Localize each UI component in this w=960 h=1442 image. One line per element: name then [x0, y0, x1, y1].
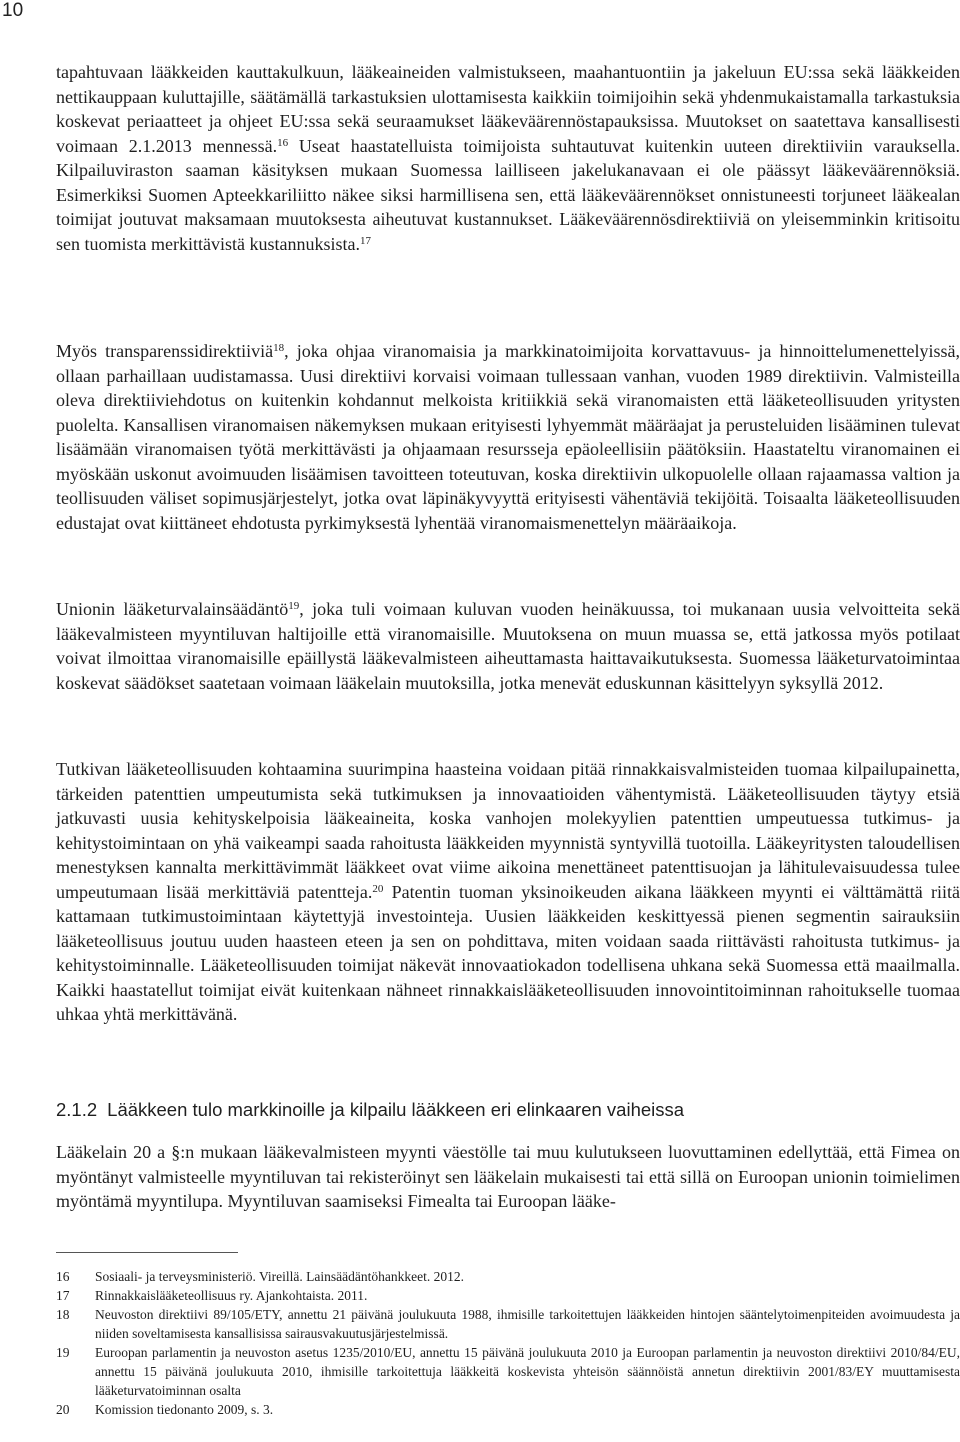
- footnote-ref: 16: [277, 136, 289, 149]
- footnote-text: Rinnakkaislääketeollisuus ry. Ajankohtaista. 2011.: [95, 1288, 368, 1303]
- footnote-ref: 20: [372, 882, 384, 895]
- section-title: Lääkkeen tulo markkinoille ja kilpailu lääkkeen eri elinkaaren vaiheissa: [107, 1099, 685, 1120]
- footnote: [56, 1286, 960, 1305]
- footnote-text: Neuvoston direktiivi 89/105/ETY, annettu 21 päivänä joulukuuta 1988, ihmisille tarkoitettujen lääkkeiden hintojen sääntelytoimenpiteiden avoimuudesta ja niiden soveltamisesta kansallisissa sairausvakuutusjärjestelmissä.: [95, 1307, 960, 1341]
- paragraph-text: Useat haastatelluista toimijoista suhtautuvat kuitenkin uuteen direktiiviin varauksella. Kilpailuviraston saaman käsityksen mukaan Suomessa lailliseen jakelukanavaan ei ole päässyt lääkeväärennöksiä. Esimerkiksi Suomen Apteekkariliitto näkee siksi harmillisena sen, että lääkeväärennökset onnistuneesti torjuneet lääkealan toimijat joutuvat maksamaan muutoksesta aiheutuvat kustannukset. Lääkeväärennösdirektiiviä on yleisemminkin kritisoitu sen tuomista merkittävistä kustannuksista.: [56, 135, 960, 254]
- footnote: [56, 1343, 960, 1400]
- footnote-number: 20: [56, 1402, 70, 1417]
- body-paragraph: [56, 757, 960, 1027]
- footnote-divider: [56, 1252, 238, 1253]
- paragraph-text: Myös transparenssidirektiiviä: [56, 341, 274, 361]
- footnote-number: 18: [56, 1307, 70, 1322]
- footnote: [56, 1400, 960, 1419]
- footnote-number: 17: [56, 1288, 70, 1303]
- footnote-text: Sosiaali- ja terveysministeriö. Vireillä. Lainsäädäntöhankkeet. 2012.: [95, 1269, 464, 1284]
- section-heading: [56, 1099, 684, 1121]
- paragraph-text: Unionin lääketurvalainsäädäntö: [56, 599, 289, 619]
- section-number: 2.1.2: [56, 1099, 98, 1120]
- footnote-ref: 18: [273, 342, 285, 354]
- footnotes: [56, 1267, 960, 1419]
- footnote-number: 19: [56, 1345, 70, 1360]
- footnote-number: 16: [56, 1269, 70, 1284]
- footnote-text: Komission tiedonanto 2009, s. 3.: [95, 1402, 274, 1417]
- paragraph-text: Lääkelain 20 a §:n mukaan lääkevalmisteen myynti väestölle tai muu kulutukseen luovuttaminen edellyttää, että Fimea on myöntänyt valmisteelle myyntiluvan tai rekisteröinyt sen lääkelain mukaisesti tai että sillä on Euroopan unionin toimielimen myöntämä myyntilupa. Myyntiluvan saamiseksi Fimealta tai Euroopan lääke-: [56, 1142, 960, 1211]
- body-paragraph: [56, 1140, 960, 1214]
- footnote-text: Euroopan parlamentin ja neuvoston asetus 1235/2010/EU, annettu 15 päivänä joulukuuta 2010 ja Euroopan parlamentin ja neuvoston direktiivi 2010/84/EU, annettu 15 päivänä joulukuuta 2010, ihmisille tarkoitettuja lääkkeitä koskevista yhteisön säännöistä annetun direktiivin 2001/83/EY muuttamisesta lääketurvatoiminnan osalta: [95, 1345, 960, 1398]
- body-paragraph: [56, 339, 960, 535]
- paragraph-text: , joka ohjaa viranomaisia ja markkinatoimijoita korvattavuus- ja hinnoittelumenettelyissä, ollaan parhaillaan uudistamassa. Uusi direktiivi korvaisi voimaan tullessaan vanhan, vuoden 1989 direktiivin. Valmisteilla oleva direktiiviehdotus on kuitenkin kohdannut melkoista kritiikkiä sekä viranomaisten että lääketeollisuuden yritysten puolelta. Kansallisen viranomaisen näkemyksen mukaan erityisesti lyhyemmät määräajat ja perusteluiden lisääminen tulevat lisäämään viranomaisen työtä merkittävästi ja ohjaamaan resursseja epäoleellisiin päätöksiin. Haastateltu viranomainen ei myöskään uskonut avoimuuden lisäämisen tavoitteen toteutuvan, koska direktiivin ulkopuolelle ollaan rajaamassa valtion ja teollisuuden väliset sopimusjärjestelyt, jotka ovat läpinäkyvyyttä erityisesti vähentäviä tekijöitä. Toisaalta lääketeollisuuden edustajat ovat kiittäneet ehdotusta pyrkimyksestä lyhentää viranomaismenettelyn määräaikoja.: [56, 341, 960, 533]
- footnote: [56, 1305, 960, 1343]
- paragraph-text: , joka tuli voimaan kuluvan vuoden heinäkuussa, toi mukanaan uusia velvoitteita sekä lääkevalmisteen myyntiluvan haltijoille että viranomaisille. Muutoksena on muun muassa se, että jatkossa myös potilaat voivat ilmoittaa viranomaisille epäillystä lääkevalmisteen aiheuttamasta haittavaikutuksesta. Suomessa lääketurvatoimintaa koskevat säädökset saatetaan voimaan lääkelain muutoksilla, jotka menevät eduskunnan käsittelyyn syksyllä 2012.: [56, 599, 960, 693]
- paragraph-text: Tutkivan lääketeollisuuden kohtaamina suurimpina haasteina voidaan pitää rinnakkaisvalmisteiden tuomaa kilpailupainetta, tärkeiden patenttien umpeutumista sekä tutkimuksen ja innovaatioiden vähentymistä. Lääketeollisuuden täytyy etsiä jatkuvasti uusia kehityskelpoisia lääkeaineita, koska vanhojen molekyylien patenttien umpeutuessa tutkimus- ja kehitystoimintaan on yhä vaikeampi saada rahoitusta lääkkeiden myynnistä syntyvillä tuotoilla. Lääkeyritysten taloudellisen menestyksen kannalta merkittävimmät lääkkeet ovat viime aikoina menettäneet patenttisuojan ja lähitulevaisuudessa tulee umpeutumaan lisää merkittäviä patentteja.: [56, 759, 960, 902]
- footnote-ref: 17: [359, 234, 371, 247]
- footnote: [56, 1267, 960, 1286]
- paragraph-text: Patentin tuoman yksinoikeuden aikana lääkkeen myynti ei välttämättä riitä kattamaan tutkimustoimintaan käytettyjä investointeja. Uusien lääkkeiden keskittyessä pienen segmentin sairauksiin lääketeollisuus joutuu uuden haasteen eteen ja sen on pohdittava, miten voidaan saada riittävästi rahoitusta tutkimus- ja kehitystoiminnalle. Lääketeollisuuden toimijat näkevät innovaatiokadon todellisena uhkana sekä Suomessa että maailmalla. Kaikki haastatellut toimijat eivät kuitenkaan nähneet rinnakkaislääketeollisuuden innovointitoiminnan rahoitukselle tuomaa uhkaa yhtä merkittävänä.: [56, 881, 960, 1024]
- footnote-ref: 19: [288, 600, 300, 612]
- paragraph-text: tapahtuvaan lääkkeiden kauttakulkuun, lääkeaineiden valmistukseen, maahantuontiin ja jakeluun EU:ssa sekä lääkkeiden nettikauppaan kuluttajille, säätämällä tarkastuksien ulottamisesta kaikkiin toimijoihin sekä yhdenmukaistamalla tarkastuksia koskevat periaatteet ja ohjeet EU:ssa sekä seuraamukset lääkeväärennöstapauksissa. Muutokset on saatettava kansallisesti voimaan 2.1.2013 mennessä.: [56, 62, 960, 156]
- page-number: 10: [2, 0, 24, 21]
- body-paragraph: [56, 597, 960, 695]
- body-paragraph: [56, 60, 960, 256]
